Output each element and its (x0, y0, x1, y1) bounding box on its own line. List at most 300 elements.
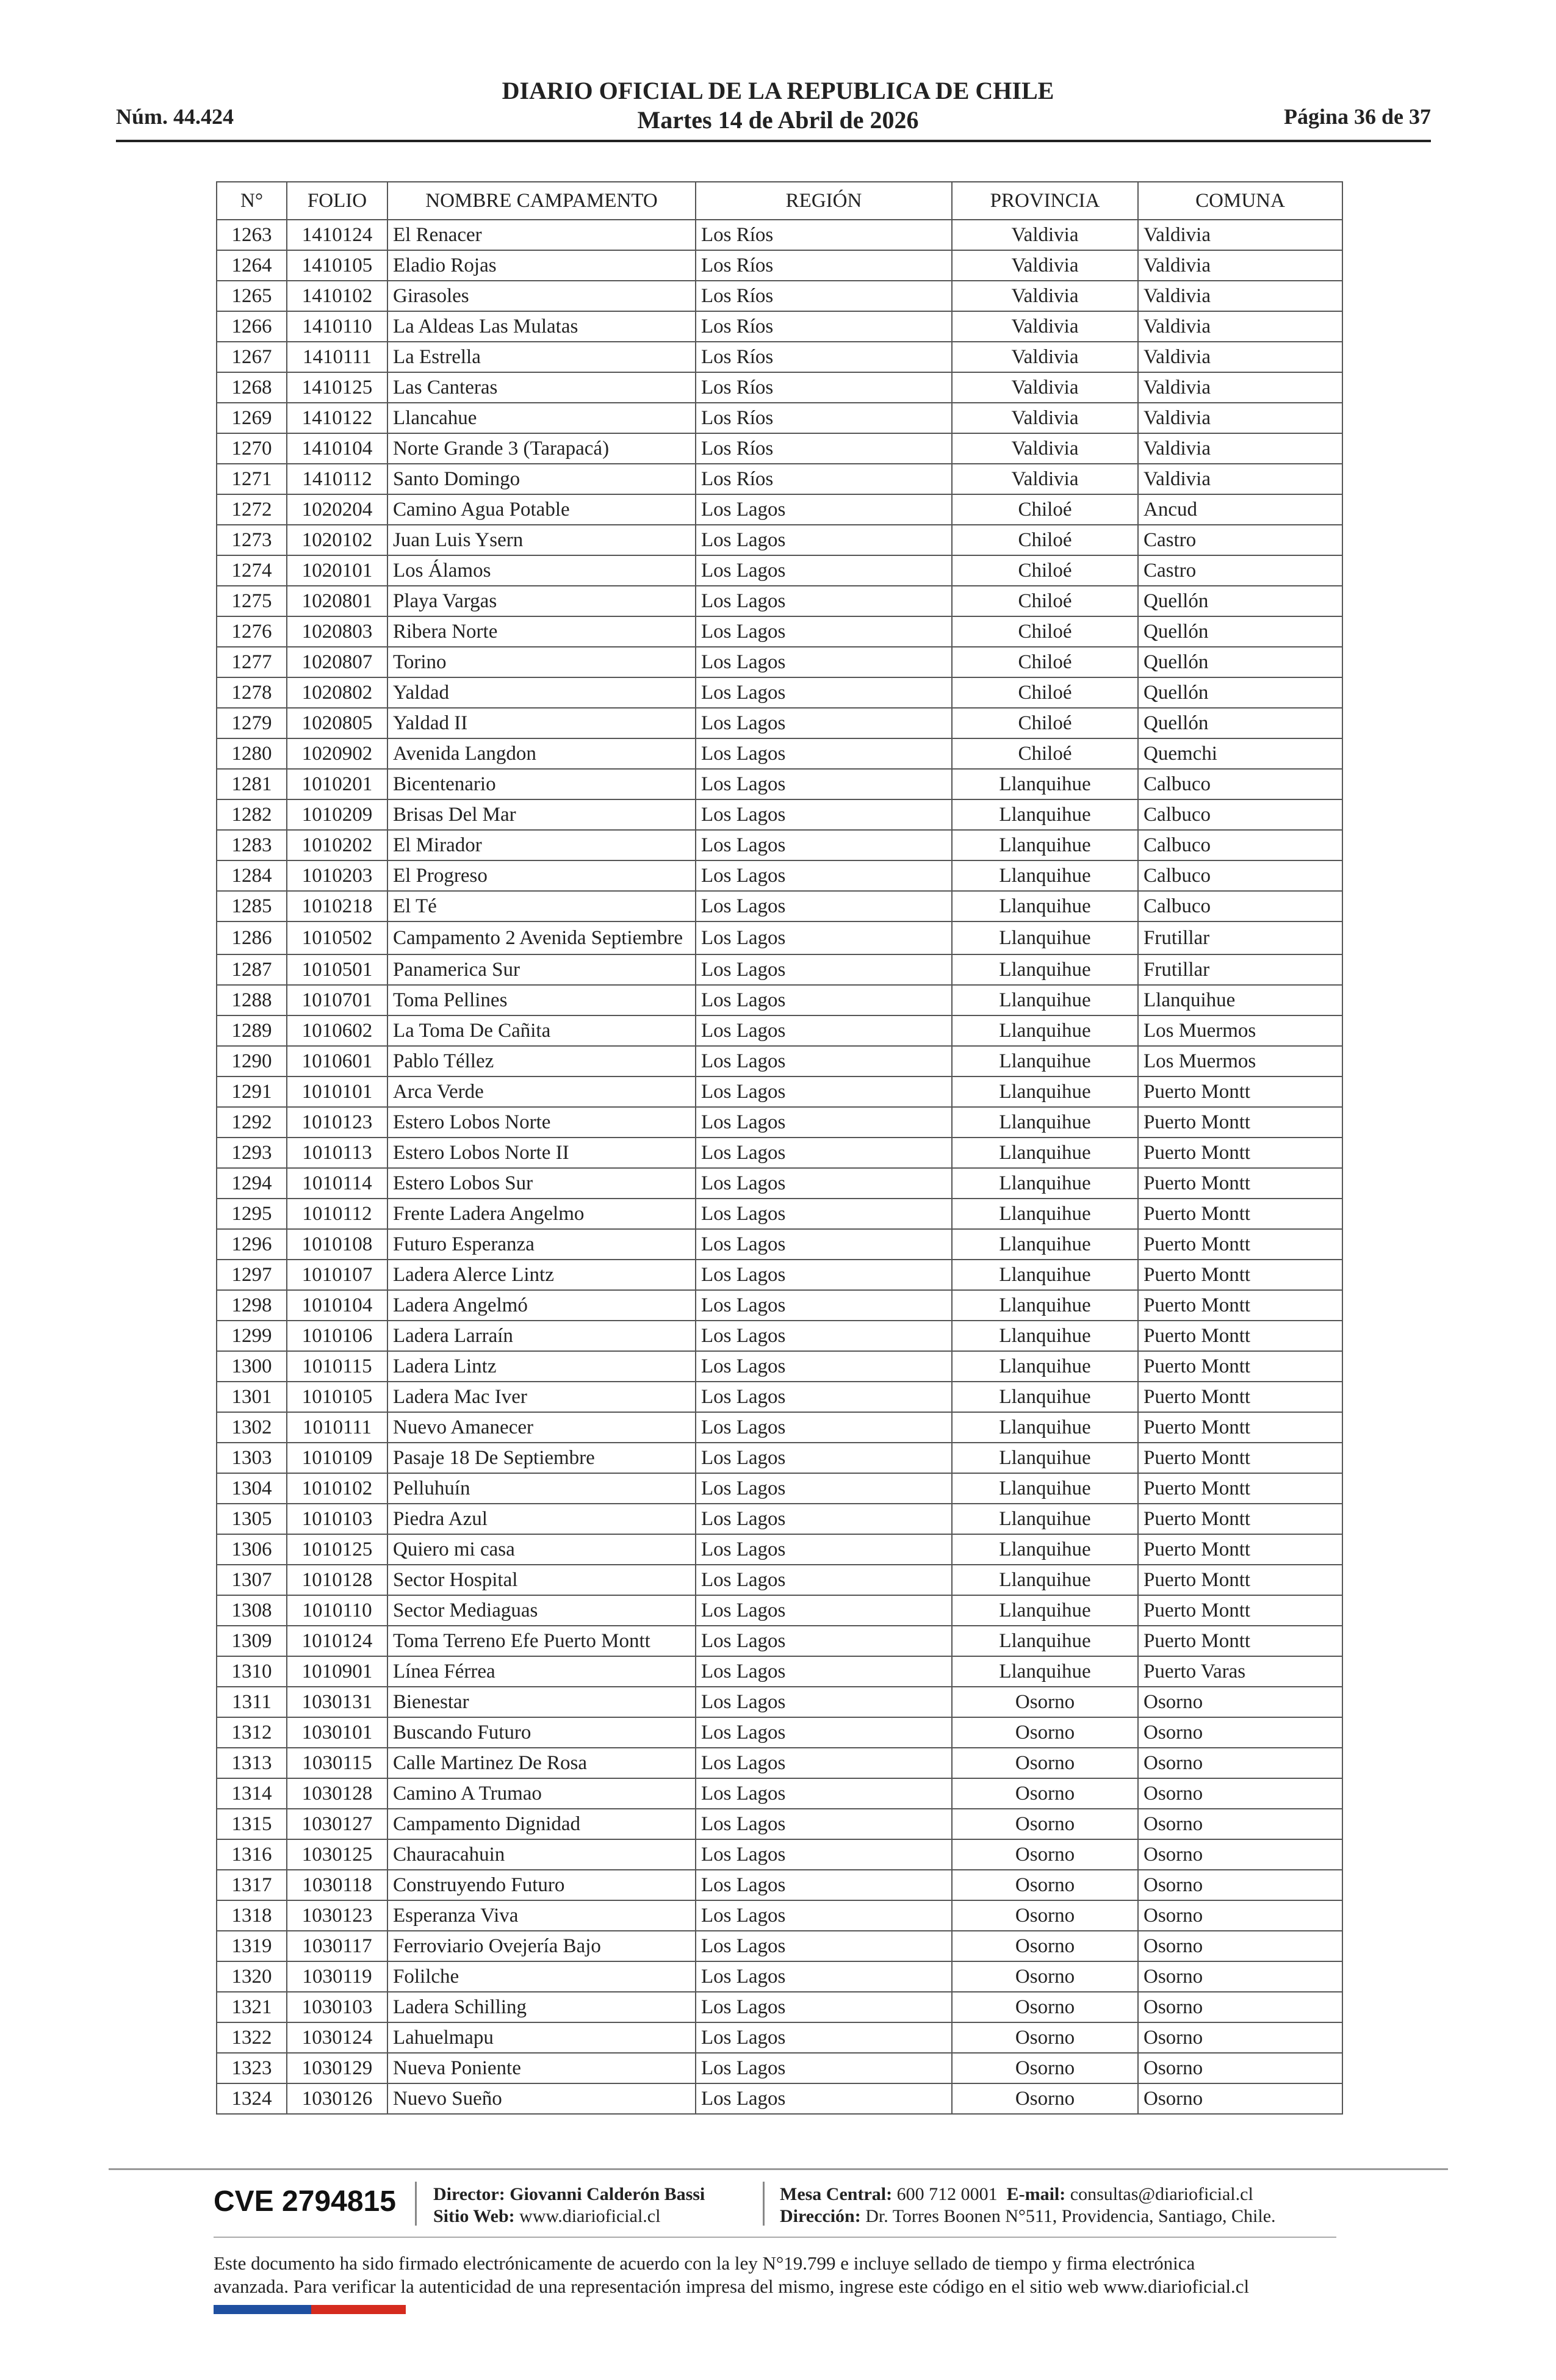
province-cell: Osorno (952, 1961, 1138, 1992)
row-number-cell: 1279 (217, 708, 287, 738)
row-number-cell: 1274 (217, 555, 287, 586)
campamento-name-cell: Nuevo Amanecer (387, 1412, 696, 1443)
table-row (217, 1778, 1342, 1809)
region-cell: Los Lagos (696, 1138, 952, 1168)
campamento-name-cell: Yaldad (387, 677, 696, 708)
table-row (217, 985, 1342, 1015)
region-cell: Los Ríos (696, 311, 952, 342)
region-cell: Los Lagos (696, 525, 952, 555)
commune-cell: Los Muermos (1138, 1015, 1342, 1046)
table-row (217, 1382, 1342, 1412)
table-row (217, 1168, 1342, 1199)
region-cell: Los Lagos (696, 1748, 952, 1778)
commune-cell: Osorno (1138, 1809, 1342, 1839)
province-cell: Llanquihue (952, 1351, 1138, 1382)
row-number-cell: 1273 (217, 525, 287, 555)
commune-cell: Puerto Montt (1138, 1229, 1342, 1260)
folio-cell: 1410110 (287, 311, 387, 342)
table-row (217, 1870, 1342, 1900)
province-cell: Osorno (952, 1900, 1138, 1931)
region-cell: Los Lagos (696, 921, 952, 954)
commune-cell: Puerto Montt (1138, 1290, 1342, 1321)
campamento-name-cell: Campamento 2 Avenida Septiembre (387, 921, 696, 954)
region-cell: Los Lagos (696, 586, 952, 616)
commune-cell: Quemchi (1138, 738, 1342, 769)
commune-cell: Quellón (1138, 677, 1342, 708)
region-cell: Los Lagos (696, 1107, 952, 1138)
row-number-cell: 1308 (217, 1595, 287, 1626)
table-row (217, 1107, 1342, 1138)
legal-notice-line: Este documento ha sido firmado electrónicamente de acuerdo con la ley N°19.799 e incluye sellado de tiempo y firma electrónica (214, 2252, 1195, 2274)
folio-cell: 1410104 (287, 433, 387, 464)
campamento-name-cell: Estero Lobos Norte II (387, 1138, 696, 1168)
commune-cell: Puerto Montt (1138, 1412, 1342, 1443)
province-cell: Llanquihue (952, 830, 1138, 860)
commune-cell: Osorno (1138, 1931, 1342, 1961)
folio-cell: 1020902 (287, 738, 387, 769)
row-number-cell: 1323 (217, 2053, 287, 2083)
table-row (217, 1626, 1342, 1656)
commune-cell: Puerto Montt (1138, 1626, 1342, 1656)
table-row (217, 954, 1342, 985)
region-cell: Los Lagos (696, 1687, 952, 1717)
row-number-cell: 1319 (217, 1931, 287, 1961)
table-row (217, 2083, 1342, 2114)
province-cell: Chiloé (952, 677, 1138, 708)
province-cell: Osorno (952, 2083, 1138, 2114)
footer-director-block (433, 2183, 705, 2227)
table-row (217, 1015, 1342, 1046)
region-cell: Los Lagos (696, 1412, 952, 1443)
campamento-name-cell: Sector Hospital (387, 1565, 696, 1595)
table-header-row (217, 182, 1342, 220)
region-cell: Los Lagos (696, 1443, 952, 1473)
region-cell: Los Lagos (696, 954, 952, 985)
province-cell: Llanquihue (952, 1199, 1138, 1229)
folio-cell: 1030125 (287, 1839, 387, 1870)
commune-cell: Osorno (1138, 2083, 1342, 2114)
commune-cell: Osorno (1138, 1900, 1342, 1931)
folio-cell: 1030123 (287, 1900, 387, 1931)
table-row (217, 2053, 1342, 2083)
region-cell: Los Lagos (696, 1382, 952, 1412)
commune-cell: Quellón (1138, 708, 1342, 738)
folio-cell: 1020101 (287, 555, 387, 586)
header-divider (116, 140, 1431, 142)
row-number-cell: 1302 (217, 1412, 287, 1443)
campamento-name-cell: Arca Verde (387, 1076, 696, 1107)
commune-cell: Valdivia (1138, 281, 1342, 311)
province-cell: Llanquihue (952, 1076, 1138, 1107)
folio-cell: 1010901 (287, 1656, 387, 1687)
folio-cell: 1020801 (287, 586, 387, 616)
folio-cell: 1030127 (287, 1809, 387, 1839)
province-cell: Llanquihue (952, 1443, 1138, 1473)
issue-date: Martes 14 de Abril de 2026 (637, 106, 919, 134)
folio-cell: 1030126 (287, 2083, 387, 2114)
row-number-cell: 1288 (217, 985, 287, 1015)
legal-notice (214, 2252, 1349, 2298)
table-row (217, 1321, 1342, 1351)
region-cell: Los Lagos (696, 1961, 952, 1992)
commune-cell: Osorno (1138, 1778, 1342, 1809)
province-cell: Chiloé (952, 525, 1138, 555)
campamento-name-cell: Eladio Rojas (387, 250, 696, 281)
commune-cell: Puerto Montt (1138, 1382, 1342, 1412)
row-number-cell: 1272 (217, 494, 287, 525)
table-row (217, 1565, 1342, 1595)
folio-cell: 1010113 (287, 1138, 387, 1168)
province-cell: Llanquihue (952, 954, 1138, 985)
region-cell: Los Lagos (696, 555, 952, 586)
folio-cell: 1030131 (287, 1687, 387, 1717)
row-number-cell: 1263 (217, 220, 287, 250)
table-row (217, 1931, 1342, 1961)
table-row (217, 1351, 1342, 1382)
folio-cell: 1020803 (287, 616, 387, 647)
campamento-name-cell: Ladera Larraín (387, 1321, 696, 1351)
cve-code: CVE 2794815 (214, 2185, 396, 2218)
commune-cell: Osorno (1138, 1992, 1342, 2022)
table-row (217, 1839, 1342, 1870)
row-number-cell: 1266 (217, 311, 287, 342)
table-row (217, 555, 1342, 586)
province-cell: Llanquihue (952, 1229, 1138, 1260)
province-cell: Llanquihue (952, 891, 1138, 921)
folio-cell: 1020204 (287, 494, 387, 525)
commune-cell: Llanquihue (1138, 985, 1342, 1015)
row-number-cell: 1296 (217, 1229, 287, 1260)
table-row (217, 738, 1342, 769)
table-row (217, 403, 1342, 433)
row-number-cell: 1310 (217, 1656, 287, 1687)
province-cell: Llanquihue (952, 1321, 1138, 1351)
region-cell: Los Lagos (696, 1321, 952, 1351)
row-number-cell: 1299 (217, 1321, 287, 1351)
region-cell: Los Lagos (696, 2022, 952, 2053)
row-number-cell: 1267 (217, 342, 287, 372)
folio-cell: 1020102 (287, 525, 387, 555)
row-number-cell: 1316 (217, 1839, 287, 1870)
province-cell: Valdivia (952, 250, 1138, 281)
column-header-province: PROVINCIA (952, 182, 1138, 220)
campamento-name-cell: Toma Terreno Efe Puerto Montt (387, 1626, 696, 1656)
campamento-name-cell: La Aldeas Las Mulatas (387, 311, 696, 342)
row-number-cell: 1297 (217, 1260, 287, 1290)
campamento-name-cell: Nueva Poniente (387, 2053, 696, 2083)
campamento-name-cell: Brisas Del Mar (387, 799, 696, 830)
row-number-cell: 1311 (217, 1687, 287, 1717)
campamento-name-cell: Playa Vargas (387, 586, 696, 616)
table-row (217, 1046, 1342, 1076)
province-cell: Llanquihue (952, 1107, 1138, 1138)
table-row (217, 342, 1342, 372)
folio-cell: 1010101 (287, 1076, 387, 1107)
commune-cell: Osorno (1138, 1748, 1342, 1778)
row-number-cell: 1320 (217, 1961, 287, 1992)
commune-cell: Frutillar (1138, 954, 1342, 985)
row-number-cell: 1304 (217, 1473, 287, 1504)
folio-cell: 1030115 (287, 1748, 387, 1778)
row-number-cell: 1285 (217, 891, 287, 921)
row-number-cell: 1314 (217, 1778, 287, 1809)
commune-cell: Puerto Montt (1138, 1351, 1342, 1382)
province-cell: Chiloé (952, 738, 1138, 769)
region-cell: Los Lagos (696, 1565, 952, 1595)
row-number-cell: 1268 (217, 372, 287, 403)
region-cell: Los Lagos (696, 1290, 952, 1321)
row-number-cell: 1301 (217, 1382, 287, 1412)
campamento-name-cell: Buscando Futuro (387, 1717, 696, 1748)
province-cell: Llanquihue (952, 1412, 1138, 1443)
folio-cell: 1010110 (287, 1595, 387, 1626)
commune-cell: Osorno (1138, 1870, 1342, 1900)
table-row (217, 1138, 1342, 1168)
website-link[interactable]: www.diarioficial.cl (519, 2206, 661, 2226)
commune-cell: Los Muermos (1138, 1046, 1342, 1076)
commune-cell: Osorno (1138, 1717, 1342, 1748)
campamento-name-cell: Quiero mi casa (387, 1534, 696, 1565)
row-number-cell: 1283 (217, 830, 287, 860)
table-row (217, 1412, 1342, 1443)
publication-title: DIARIO OFICIAL DE LA REPUBLICA DE CHILE (502, 77, 1054, 104)
table-row (217, 1229, 1342, 1260)
commune-cell: Puerto Montt (1138, 1076, 1342, 1107)
region-cell: Los Ríos (696, 342, 952, 372)
table-row (217, 1656, 1342, 1687)
folio-cell: 1010501 (287, 954, 387, 985)
folio-cell: 1030103 (287, 1992, 387, 2022)
region-cell: Los Lagos (696, 677, 952, 708)
table-row (217, 1199, 1342, 1229)
campamento-name-cell: La Estrella (387, 342, 696, 372)
region-cell: Los Lagos (696, 1992, 952, 2022)
province-cell: Valdivia (952, 372, 1138, 403)
commune-cell: Valdivia (1138, 372, 1342, 403)
province-cell: Llanquihue (952, 1656, 1138, 1687)
table-row (217, 1717, 1342, 1748)
folio-cell: 1020802 (287, 677, 387, 708)
commune-cell: Puerto Montt (1138, 1168, 1342, 1199)
table-row (217, 921, 1342, 954)
folio-cell: 1030129 (287, 2053, 387, 2083)
campamento-name-cell: Lahuelmapu (387, 2022, 696, 2053)
row-number-cell: 1295 (217, 1199, 287, 1229)
region-cell: Los Lagos (696, 1504, 952, 1534)
campamento-name-cell: Pablo Téllez (387, 1046, 696, 1076)
row-number-cell: 1324 (217, 2083, 287, 2114)
region-cell: Los Lagos (696, 1626, 952, 1656)
folio-cell: 1010601 (287, 1046, 387, 1076)
table-row (217, 586, 1342, 616)
commune-cell: Frutillar (1138, 921, 1342, 954)
table-row (217, 525, 1342, 555)
commune-cell: Osorno (1138, 1687, 1342, 1717)
row-number-cell: 1282 (217, 799, 287, 830)
region-cell: Los Lagos (696, 1595, 952, 1626)
row-number-cell: 1277 (217, 647, 287, 677)
commune-cell: Valdivia (1138, 250, 1342, 281)
row-number-cell: 1318 (217, 1900, 287, 1931)
campamento-name-cell: Campamento Dignidad (387, 1809, 696, 1839)
province-cell: Osorno (952, 1870, 1138, 1900)
row-number-cell: 1276 (217, 616, 287, 647)
region-cell: Los Ríos (696, 250, 952, 281)
campamento-name-cell: Folilche (387, 1961, 696, 1992)
folio-cell: 1010602 (287, 1015, 387, 1046)
province-cell: Osorno (952, 1717, 1138, 1748)
region-cell: Los Lagos (696, 708, 952, 738)
province-cell: Llanquihue (952, 1168, 1138, 1199)
campamento-name-cell: Nuevo Sueño (387, 2083, 696, 2114)
folio-cell: 1010124 (287, 1626, 387, 1656)
row-number-cell: 1271 (217, 464, 287, 494)
column-header-name: NOMBRE CAMPAMENTO (387, 182, 696, 220)
province-cell: Llanquihue (952, 1290, 1138, 1321)
row-number-cell: 1284 (217, 860, 287, 891)
campamento-name-cell: Ladera Schilling (387, 1992, 696, 2022)
commune-cell: Calbuco (1138, 799, 1342, 830)
address-label: Dirección: (780, 2206, 861, 2226)
province-cell: Valdivia (952, 464, 1138, 494)
commune-cell: Puerto Montt (1138, 1565, 1342, 1595)
table-row (217, 1290, 1342, 1321)
region-cell: Los Lagos (696, 1656, 952, 1687)
commune-cell: Osorno (1138, 2022, 1342, 2053)
campamento-name-cell: Ladera Mac Iver (387, 1382, 696, 1412)
campamento-name-cell: Norte Grande 3 (Tarapacá) (387, 433, 696, 464)
folio-cell: 1010115 (287, 1351, 387, 1382)
campamento-name-cell: Esperanza Viva (387, 1900, 696, 1931)
region-cell: Los Lagos (696, 1839, 952, 1870)
province-cell: Llanquihue (952, 1626, 1138, 1656)
folio-cell: 1010701 (287, 985, 387, 1015)
address-text: Dr. Torres Boonen N°511, Providencia, Santiago, Chile. (865, 2206, 1276, 2226)
table-row (217, 891, 1342, 921)
folio-cell: 1010112 (287, 1199, 387, 1229)
row-number-cell: 1317 (217, 1870, 287, 1900)
row-number-cell: 1306 (217, 1534, 287, 1565)
row-number-cell: 1322 (217, 2022, 287, 2053)
province-cell: Valdivia (952, 281, 1138, 311)
campamentos-table (216, 181, 1343, 2115)
row-number-cell: 1298 (217, 1290, 287, 1321)
campamento-name-cell: Santo Domingo (387, 464, 696, 494)
phone-number: 600 712 0001 (896, 2184, 998, 2204)
table-row (217, 677, 1342, 708)
campamento-name-cell: Bicentenario (387, 769, 696, 799)
email-link[interactable]: consultas@diarioficial.cl (1070, 2184, 1253, 2204)
folio-cell: 1030124 (287, 2022, 387, 2053)
commune-cell: Quellón (1138, 586, 1342, 616)
row-number-cell: 1290 (217, 1046, 287, 1076)
province-cell: Llanquihue (952, 1534, 1138, 1565)
folio-cell: 1020807 (287, 647, 387, 677)
column-header-folio: FOLIO (287, 182, 387, 220)
table-row (217, 1992, 1342, 2022)
region-cell: Los Lagos (696, 1076, 952, 1107)
region-cell: Los Lagos (696, 1046, 952, 1076)
table-row (217, 433, 1342, 464)
folio-cell: 1410102 (287, 281, 387, 311)
commune-cell: Puerto Montt (1138, 1473, 1342, 1504)
folio-cell: 1010103 (287, 1504, 387, 1534)
region-cell: Los Lagos (696, 830, 952, 860)
campamento-name-cell: El Renacer (387, 220, 696, 250)
campamento-name-cell: El Progreso (387, 860, 696, 891)
region-cell: Los Lagos (696, 1229, 952, 1260)
commune-cell: Valdivia (1138, 433, 1342, 464)
table-row (217, 220, 1342, 250)
commune-cell: Ancud (1138, 494, 1342, 525)
commune-cell: Puerto Montt (1138, 1321, 1342, 1351)
province-cell: Valdivia (952, 220, 1138, 250)
footer-contact-block (780, 2183, 1276, 2227)
table-row (217, 1961, 1342, 1992)
province-cell: Osorno (952, 2053, 1138, 2083)
commune-cell: Puerto Montt (1138, 1504, 1342, 1534)
campamento-name-cell: Toma Pellines (387, 985, 696, 1015)
footer-separator (415, 2182, 417, 2226)
province-cell: Osorno (952, 2022, 1138, 2053)
table-row (217, 830, 1342, 860)
province-cell: Chiloé (952, 616, 1138, 647)
row-number-cell: 1312 (217, 1717, 287, 1748)
folio-cell: 1010203 (287, 860, 387, 891)
region-cell: Los Lagos (696, 1199, 952, 1229)
footer-separator (763, 2182, 765, 2226)
region-cell: Los Lagos (696, 1778, 952, 1809)
campamento-name-cell: Torino (387, 647, 696, 677)
folio-cell: 1010114 (287, 1168, 387, 1199)
campamento-name-cell: El Mirador (387, 830, 696, 860)
row-number-cell: 1303 (217, 1443, 287, 1473)
campamento-name-cell: Panamerica Sur (387, 954, 696, 985)
folio-cell: 1030119 (287, 1961, 387, 1992)
campamento-name-cell: Pelluhuín (387, 1473, 696, 1504)
region-cell: Los Lagos (696, 738, 952, 769)
folio-cell: 1010105 (287, 1382, 387, 1412)
commune-cell: Castro (1138, 525, 1342, 555)
region-cell: Los Lagos (696, 1260, 952, 1290)
folio-cell: 1010109 (287, 1443, 387, 1473)
campamento-name-cell: Yaldad II (387, 708, 696, 738)
table-row (217, 708, 1342, 738)
table-row (217, 1443, 1342, 1473)
campamento-name-cell: Construyendo Futuro (387, 1870, 696, 1900)
commune-cell: Calbuco (1138, 860, 1342, 891)
province-cell: Llanquihue (952, 799, 1138, 830)
commune-cell: Puerto Montt (1138, 1138, 1342, 1168)
folio-cell: 1010128 (287, 1565, 387, 1595)
folio-cell: 1020805 (287, 708, 387, 738)
table-row (217, 616, 1342, 647)
row-number-cell: 1287 (217, 954, 287, 985)
table-row (217, 1534, 1342, 1565)
province-cell: Llanquihue (952, 1138, 1138, 1168)
campamento-name-cell: Futuro Esperanza (387, 1229, 696, 1260)
row-number-cell: 1270 (217, 433, 287, 464)
region-cell: Los Lagos (696, 1351, 952, 1382)
commune-cell: Puerto Montt (1138, 1199, 1342, 1229)
table-row (217, 1504, 1342, 1534)
province-cell: Chiloé (952, 708, 1138, 738)
campamento-name-cell: Camino Agua Potable (387, 494, 696, 525)
column-header-number: N° (217, 182, 287, 220)
commune-cell: Puerto Montt (1138, 1260, 1342, 1290)
row-number-cell: 1294 (217, 1168, 287, 1199)
table-row (217, 1748, 1342, 1778)
